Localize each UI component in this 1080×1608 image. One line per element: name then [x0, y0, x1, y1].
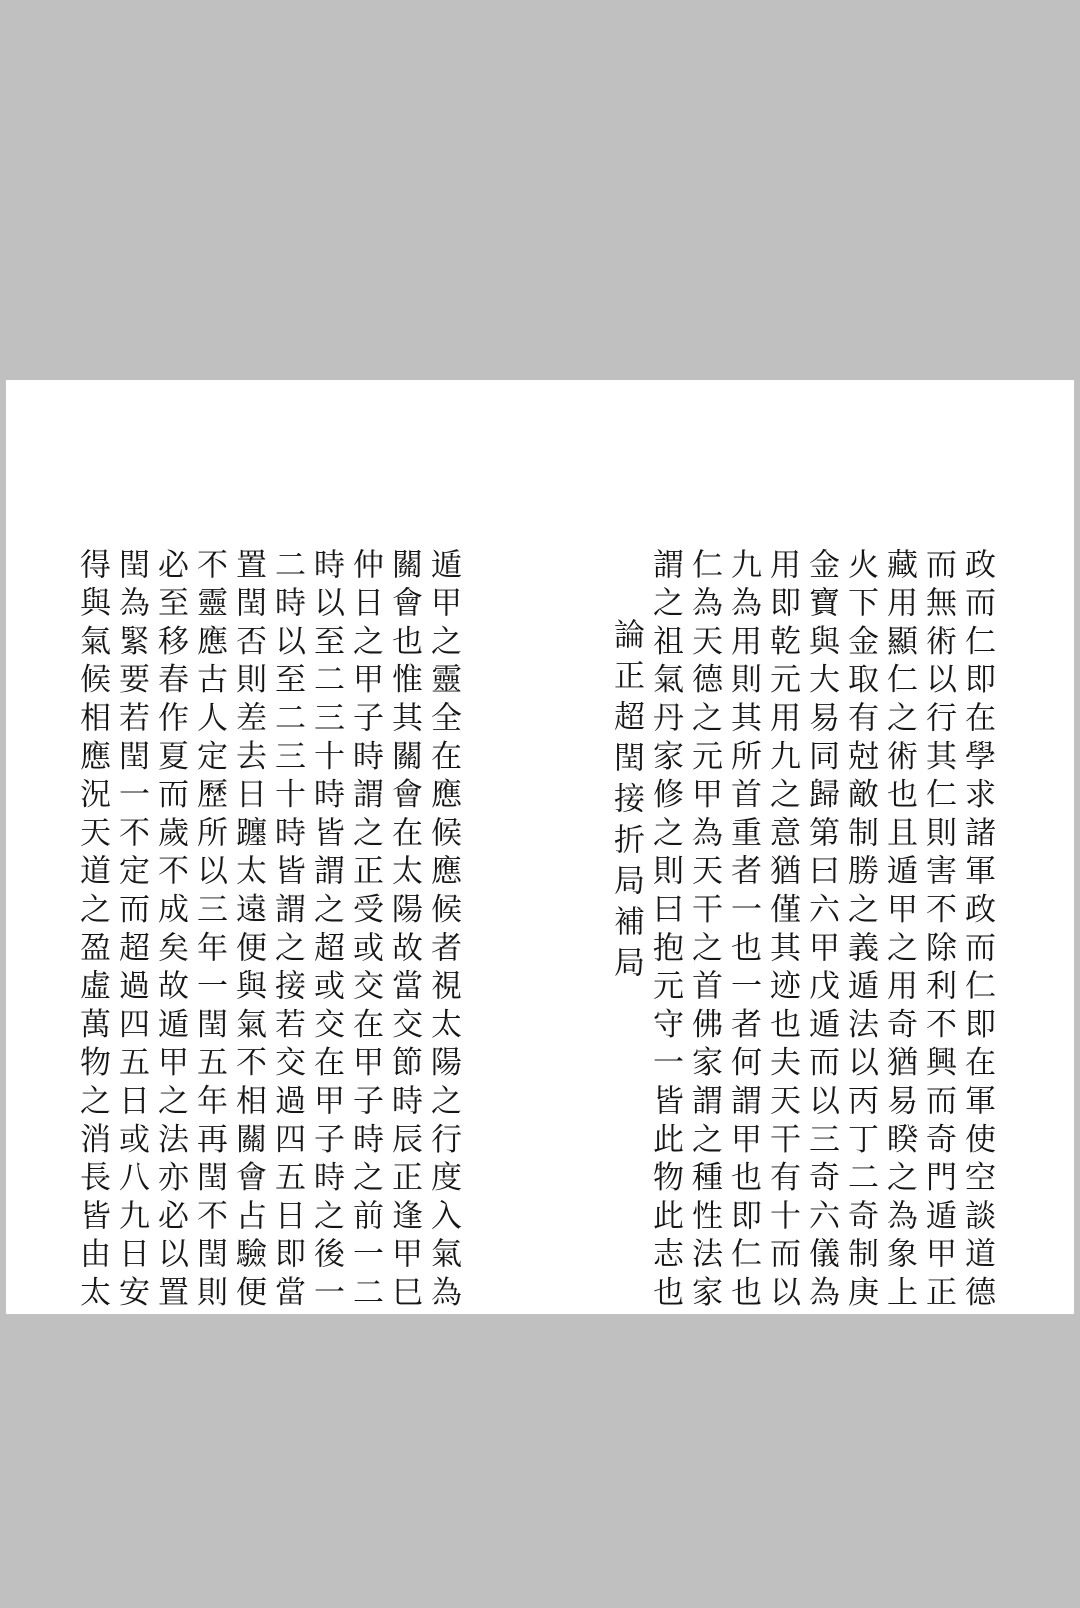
right-page-column-4: 火下金取有尅敵制勝之義遁法以丙丁二奇制庚	[842, 548, 878, 1314]
left-page-column-5: 二時以至二三十時皆謂之接若交過四五日即當	[269, 548, 305, 1314]
left-page-column-10: 得與氣候相應況天道之盈虛萬物之消長皆由太	[74, 548, 110, 1314]
section-heading: 論正超閏接折局補局	[608, 618, 644, 987]
right-page-column-9: 謂之祖氣丹家修之則曰抱元守一皆此物此志也	[647, 548, 683, 1314]
right-page-column-3: 藏用顯仁之術也且遁甲之用奇猶易睽之為象上	[881, 548, 917, 1314]
left-page-column-1: 遁甲之靈全在應候應候者視太陽之行度入氣為	[425, 548, 461, 1314]
right-page-column-5: 金寶與大易同歸第曰六甲戊遁而以三奇六儀為	[803, 548, 839, 1314]
right-page-column-6: 用即乾元用九之意猶僅其迹也夫天干有十而以	[764, 548, 800, 1314]
right-page-column-7: 九為用則其所首重者一也一者何謂甲也即仁也	[725, 548, 761, 1314]
left-page-column-3: 仲日之甲子時謂之正受或交在甲子時之前一二	[347, 548, 383, 1314]
left-page-column-2: 關會也惟其關會在太陽故當交節時辰正逢甲巳	[386, 548, 422, 1314]
left-page-column-6: 置閏否則差去日躔太遠便與氣不相關會占驗便	[230, 548, 266, 1314]
left-page-column-9: 閏為緊要若閏一不定而超過四五日或八九日安	[113, 548, 149, 1314]
left-page-column-8: 必至移春作夏而歲不成矣故遁甲之法亦必以置	[152, 548, 188, 1314]
right-page-column-2: 而無術以行其仁則害不除利不興而奇門遁甲正	[920, 548, 956, 1314]
left-page-column-7: 不靈應古人定歷所以三年一閏五年再閏不閏則	[191, 548, 227, 1314]
left-page-column-4: 時以至二三十時皆謂之超或交在甲子時之後一	[308, 548, 344, 1314]
book-spread	[6, 380, 1074, 1314]
right-page-column-8: 仁為天德之元甲為天干之首佛家謂之種性法家	[686, 548, 722, 1314]
right-page-column-1: 政而仁即在學求諸軍政而仁即在軍使空談道德	[959, 548, 995, 1314]
